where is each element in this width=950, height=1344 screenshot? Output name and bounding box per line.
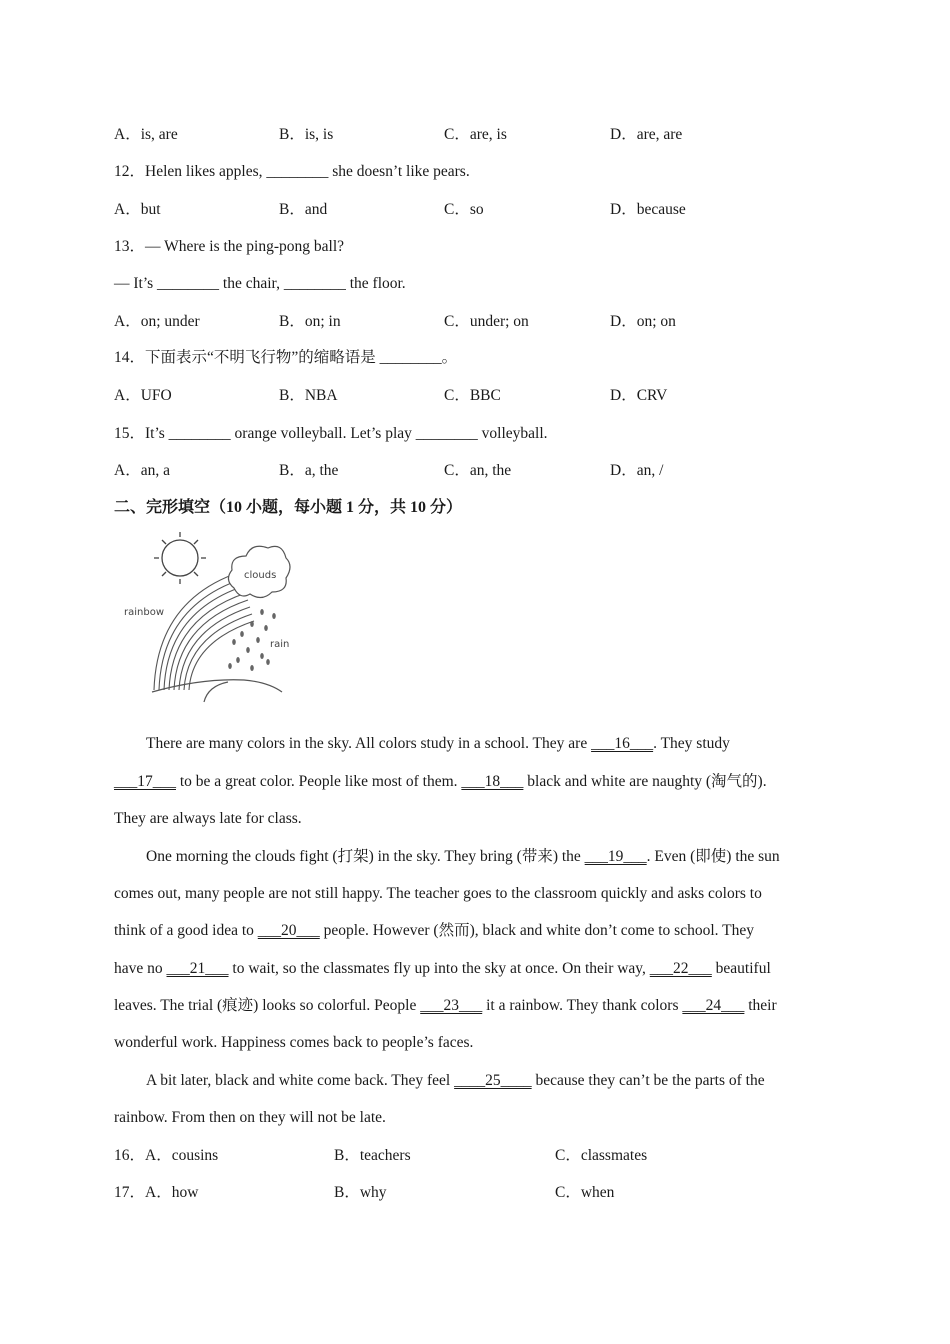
passage-text: have no (114, 960, 167, 977)
q16-option-b: B．teachers (334, 1147, 411, 1164)
clouds-label: clouds (244, 570, 277, 581)
passage-text: . Even (即使) the sun (646, 848, 780, 865)
q15-option-a: A．an, a (114, 462, 170, 479)
passage-line-10 (146, 1071, 870, 1091)
q17-option-a: 17．A．how (114, 1184, 199, 1201)
q13-stem-2: — It’s ________ the chair, ________ the floor. (114, 275, 406, 292)
q12-option-d: D．because (610, 201, 686, 218)
passage-text: beautiful (711, 960, 771, 977)
q12-option-c: C．so (444, 201, 484, 218)
q11-option-a: A．is, are (114, 126, 178, 143)
q12-option-b: B．and (279, 201, 328, 218)
q15-option-c: C．an, the (444, 462, 512, 479)
blank-25[interactable]: ____25____ (454, 1072, 532, 1089)
section-2-title: 二、完形填空（10 小题，每小题 1 分，共 10 分） (114, 499, 463, 516)
q14-option-a: A．UFO (114, 387, 172, 404)
q14-option-c: C．BBC (444, 387, 501, 404)
rainbow-drawing (112, 530, 292, 705)
q17-option-c: C．when (555, 1184, 615, 1201)
passage-line-2 (114, 772, 838, 792)
blank-22[interactable]: ___22___ (649, 960, 712, 977)
q14-option-d: D．CRV (610, 387, 668, 404)
rainbow-illustration (112, 530, 292, 705)
passage-text: There are many colors in the sky. All colors study in a school. They are (146, 735, 592, 752)
blank-16[interactable]: ___16___ (591, 735, 654, 752)
passage-text: because they can’t be the parts of the (531, 1072, 765, 1089)
passage-line-6 (114, 921, 838, 941)
blank-21[interactable]: ___21___ (166, 960, 229, 977)
q15-stem: 15．It’s ________ orange volleyball. Let’s play ________ volleyball. (114, 425, 548, 442)
q13-option-d: D．on; on (610, 313, 676, 330)
q13-option-c: C．under; on (444, 313, 529, 330)
rain-label: rain (270, 639, 290, 650)
q14-option-b: B．NBA (279, 387, 338, 404)
passage-line-11: rainbow. From then on they will not be late. (114, 1109, 386, 1126)
passage-text: people. However (然而), black and white don’t come to school. They (319, 922, 754, 939)
q16-option-a: 16．A．cousins (114, 1147, 219, 1164)
blank-24[interactable]: ___24___ (682, 997, 745, 1014)
passage-text: One morning the clouds fight (打架) in the sky. They bring (带来) the (146, 848, 585, 865)
passage-text: to be a great color. People like most of them. (176, 773, 462, 790)
passage-text: their (744, 997, 777, 1014)
blank-19[interactable]: ___19___ (584, 848, 647, 865)
passage-line-9: wonderful work. Happiness comes back to people’s faces. (114, 1034, 474, 1051)
q15-option-d: D．an, / (610, 462, 664, 479)
blank-17[interactable]: ___17___ (114, 773, 176, 790)
q17-option-b: B．why (334, 1184, 387, 1201)
passage-line-5: comes out, many people are not still happy. The teacher goes to the classroom quickly and asks colors to (114, 885, 762, 902)
q13-option-a: A．on; under (114, 313, 200, 330)
q12-stem: 12．Helen likes apples, ________ she doesn’t like pears. (114, 163, 470, 180)
passage-line-3: They are always late for class. (114, 810, 302, 827)
passage-line-4 (146, 847, 870, 867)
q13-stem: 13．— Where is the ping-pong ball? (114, 238, 345, 255)
passage-line-1 (146, 734, 870, 754)
passage-text: to wait, so the classmates fly up into the sky at once. On their way, (228, 960, 650, 977)
q11-option-d: D．are, are (610, 126, 683, 143)
passage-text: black and white are naughty (淘气的). (523, 773, 767, 790)
blank-23[interactable]: ___23___ (420, 997, 483, 1014)
q13-option-b: B．on; in (279, 313, 341, 330)
raindrops (228, 609, 276, 671)
sun-icon (154, 532, 206, 584)
passage-text: A bit later, black and white come back. They feel (146, 1072, 455, 1089)
passage-line-8 (114, 996, 838, 1016)
q11-option-b: B．is, is (279, 126, 334, 143)
q16-option-c: C．classmates (555, 1147, 648, 1164)
passage-text: . They study (653, 735, 730, 752)
passage-text: think of a good idea to (114, 922, 258, 939)
q14-stem: 14．下面表示“不明飞行物”的缩略语是 ________。 (114, 349, 458, 366)
q15-option-b: B．a, the (279, 462, 339, 479)
blank-20[interactable]: ___20___ (257, 922, 320, 939)
rainbow-label: rainbow (124, 607, 164, 618)
passage-text: it a rainbow. They thank colors (482, 997, 683, 1014)
passage-text: leaves. The trial (痕迹) looks so colorful. People (114, 997, 421, 1014)
q11-option-c: C．are, is (444, 126, 507, 143)
ground-lines (152, 680, 282, 702)
blank-18[interactable]: ___18___ (461, 773, 524, 790)
q12-option-a: A．but (114, 201, 161, 218)
passage-line-7 (114, 959, 838, 979)
